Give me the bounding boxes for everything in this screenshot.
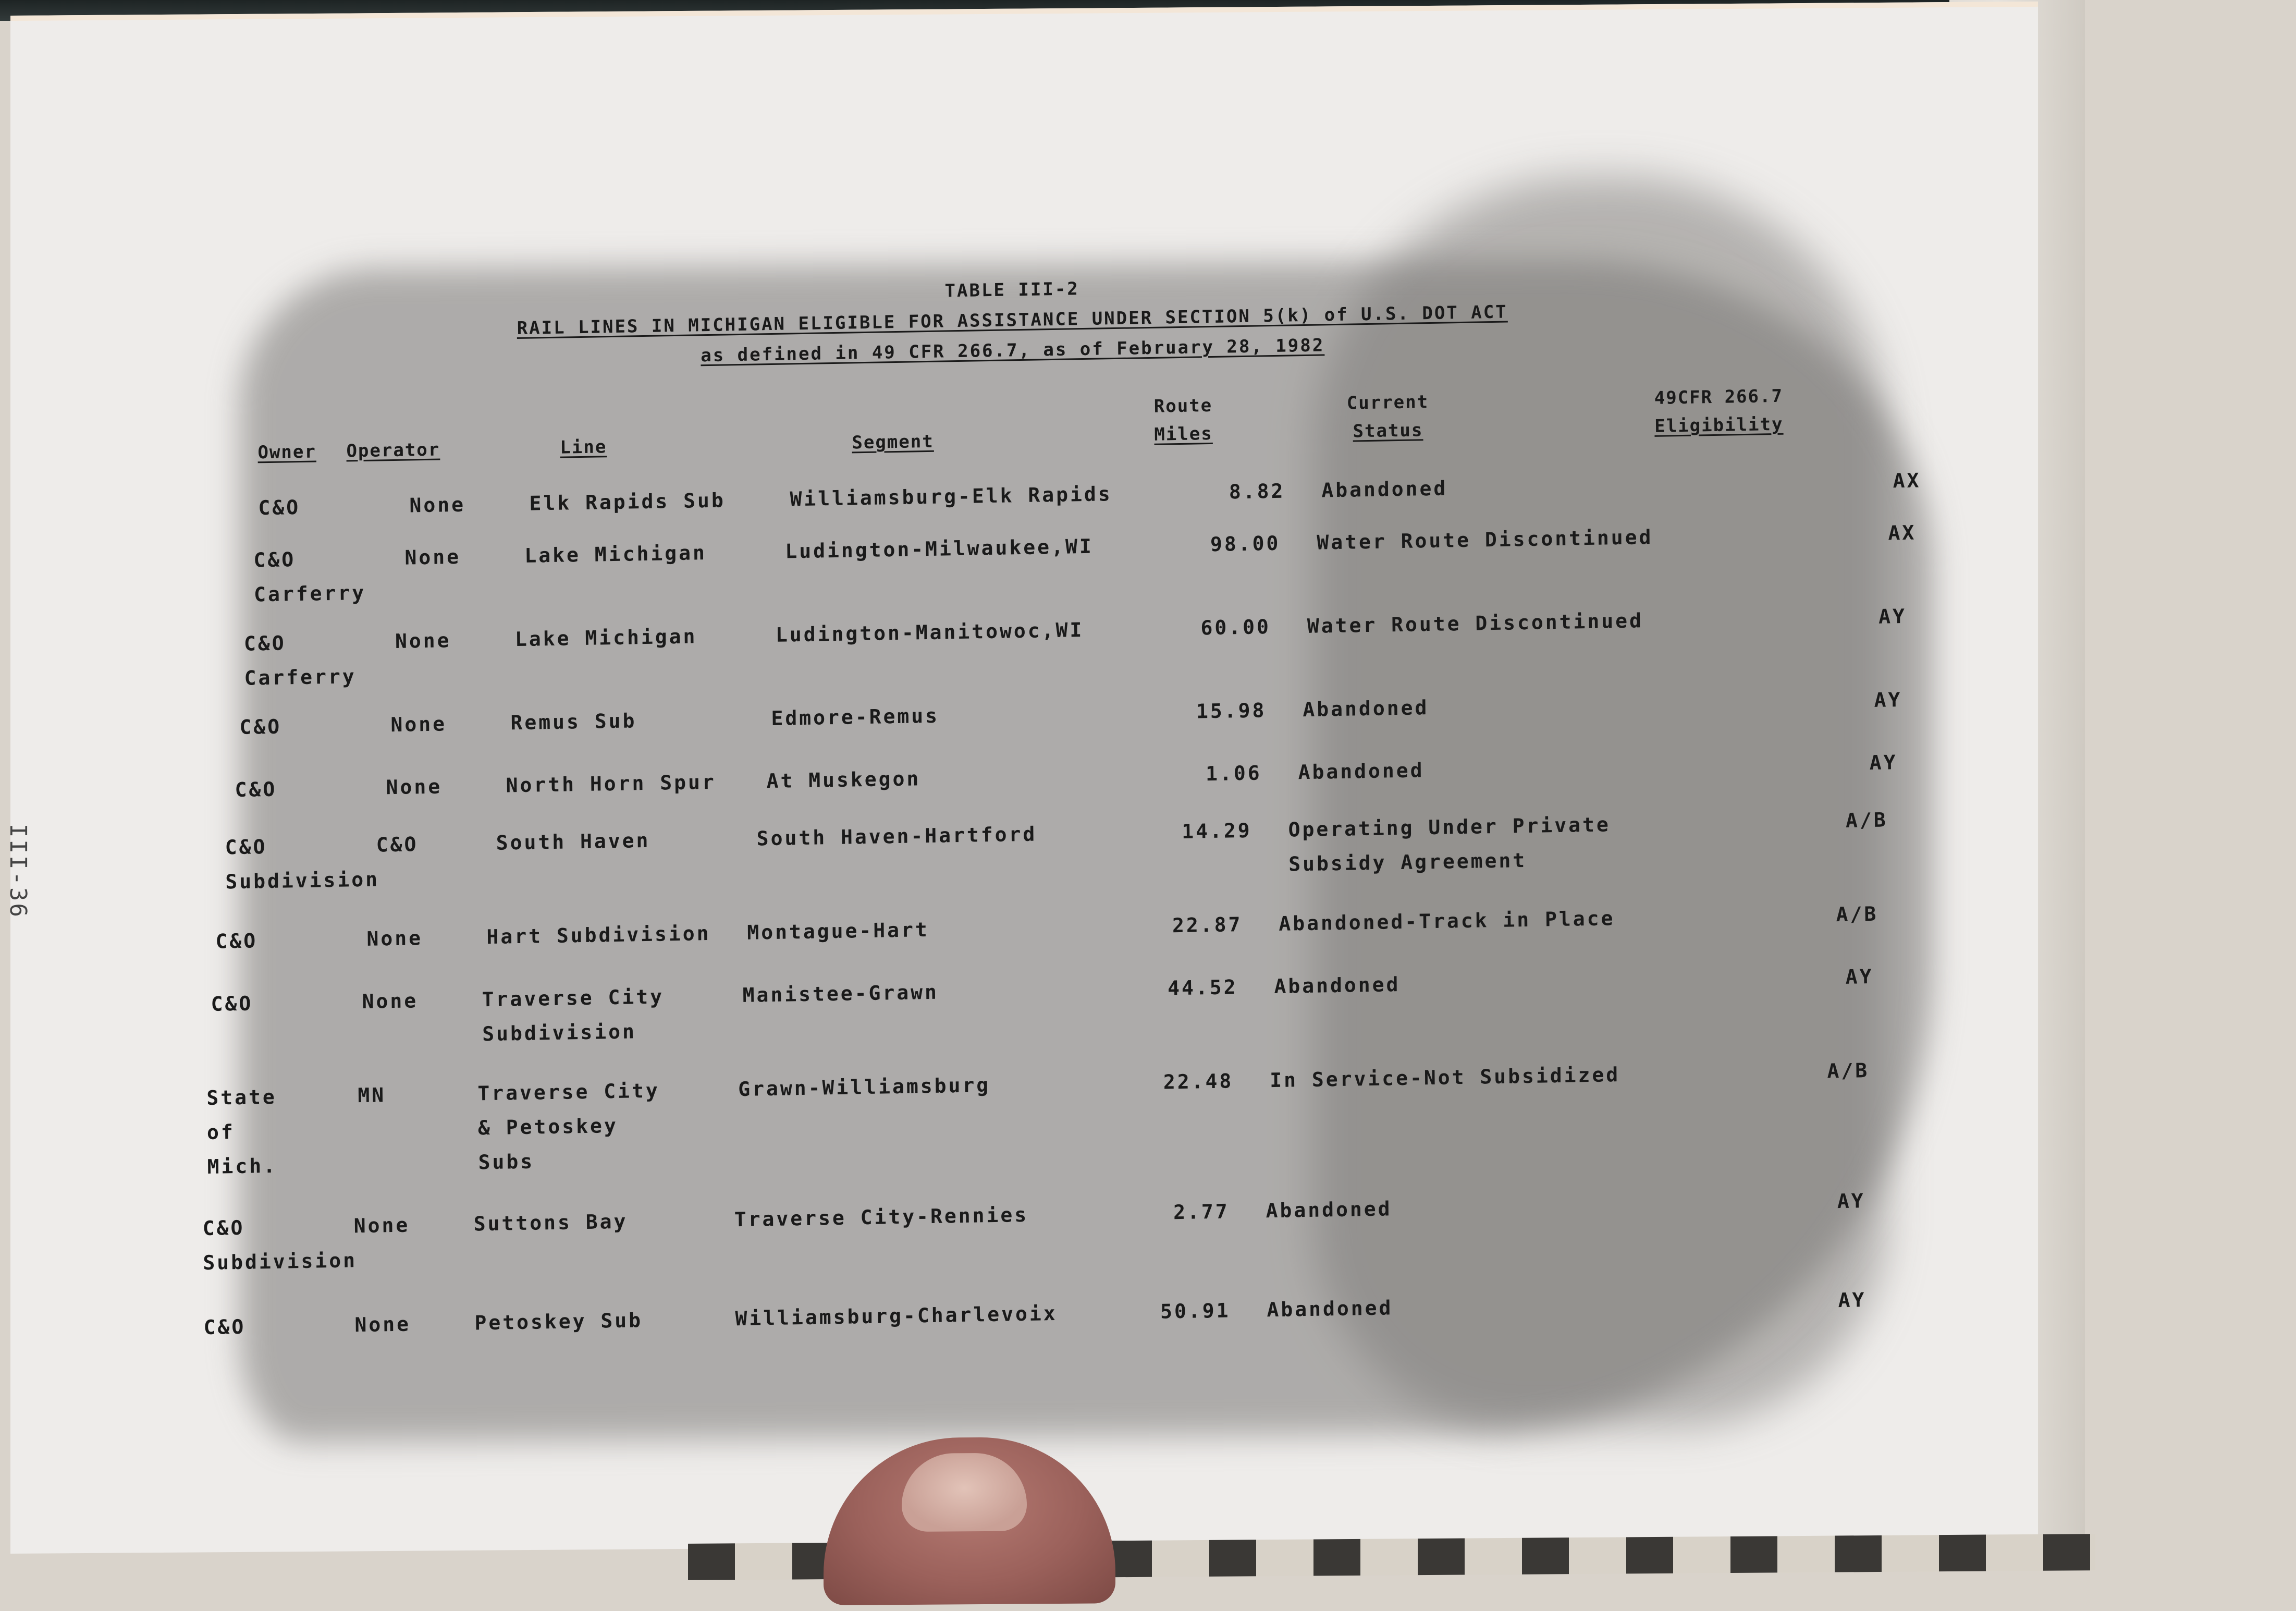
line-cell: Suttons Bay <box>473 1210 628 1236</box>
owner-cell: C&O <box>235 777 277 802</box>
segment-cell: South Haven-Hartford <box>756 822 1037 850</box>
line-cell: Elk Rapids Sub <box>529 489 726 515</box>
status-cell: Abandoned <box>1321 477 1448 502</box>
status-cell: Abandoned <box>1298 759 1425 784</box>
route-miles-cell: 22.87 <box>1172 913 1243 937</box>
header-line: Line <box>560 436 607 458</box>
route-miles-cell: 98.00 <box>1210 531 1281 556</box>
route-miles-cell: 2.77 <box>1173 1200 1230 1224</box>
line-cell: Lake Michigan <box>514 625 697 651</box>
owner-cell: C&O Carferry <box>243 631 357 690</box>
page-number: III-36 <box>5 823 31 920</box>
segment-cell: Ludington-Milwaukee,WI <box>785 534 1094 563</box>
route-miles-cell: 15.98 <box>1196 699 1267 723</box>
eligibility-cell: AY <box>1878 604 1907 628</box>
eligibility-cell: A/B <box>1845 808 1888 832</box>
table-subtitle-date: as defined in 49 CFR 266.7, as of February 28, 1982 <box>701 335 1325 367</box>
status-cell: Water Route Discontinued <box>1317 525 1653 554</box>
route-miles-cell: 14.29 <box>1182 819 1252 843</box>
eligibility-cell: AY <box>1838 1288 1867 1312</box>
owner-cell: State of Mich. <box>206 1085 278 1178</box>
operator-cell: MN <box>358 1083 386 1107</box>
eligibility-cell: AX <box>1888 521 1917 545</box>
status-cell: Abandoned <box>1274 973 1401 998</box>
status-cell: Operating Under Private Subsidy Agreement <box>1288 813 1611 876</box>
operator-cell: None <box>362 989 419 1014</box>
route-miles-cell: 1.06 <box>1205 761 1262 786</box>
owner-cell: C&O <box>258 495 301 520</box>
status-cell: Abandoned <box>1267 1296 1393 1322</box>
eligibility-cell: A/B <box>1827 1059 1870 1083</box>
owner-cell: C&O <box>215 929 258 953</box>
eligibility-cell: AY <box>1869 751 1898 775</box>
operator-cell: C&O <box>376 833 419 857</box>
route-miles-cell: 8.82 <box>1229 479 1285 504</box>
segment-cell: Manistee-Grawn <box>742 980 939 1007</box>
line-cell: Lake Michigan <box>524 541 707 567</box>
segment-cell: At Muskegon <box>766 767 921 793</box>
header-owner: Owner <box>257 441 317 463</box>
segment-cell: Ludington-Manitowoc,WI <box>775 618 1084 646</box>
route-miles-cell: 60.00 <box>1200 615 1271 640</box>
table-document <box>4 0 2046 1564</box>
operator-cell: None <box>404 545 461 569</box>
status-cell: Abandoned-Track in Place <box>1279 907 1615 935</box>
table-title: TABLE III-2 <box>944 278 1079 302</box>
operator-cell: None <box>409 493 466 517</box>
route-miles-cell: 50.91 <box>1160 1299 1231 1323</box>
operator-cell: None <box>390 712 447 737</box>
eligibility-cell: AY <box>1874 688 1902 712</box>
line-cell: Traverse City & Petoskey Subs <box>477 1079 660 1174</box>
line-cell: Hart Subdivision <box>486 921 711 949</box>
eligibility-cell: AY <box>1845 965 1874 988</box>
header-segment: Segment <box>852 431 934 454</box>
status-cell: Abandoned <box>1266 1197 1392 1223</box>
owner-cell: C&O Subdivision <box>225 835 380 894</box>
segment-cell: Williamsburg-Charlevoix <box>735 1301 1058 1331</box>
operator-cell: None <box>354 1312 411 1337</box>
status-cell: Abandoned <box>1303 696 1429 722</box>
eligibility-cell: AY <box>1837 1189 1865 1213</box>
line-cell: North Horn Spur <box>506 770 717 797</box>
header-route-miles: Route Miles <box>1153 395 1213 445</box>
document-page <box>5 2 2038 1554</box>
route-miles-cell: 44.52 <box>1167 975 1238 1000</box>
eligibility-cell: AX <box>1893 469 1921 493</box>
status-cell: Water Route Discontinued <box>1307 609 1644 638</box>
status-cell: In Service-Not Subsidized <box>1270 1063 1620 1092</box>
operator-cell: None <box>386 775 443 799</box>
owner-cell: C&O <box>203 1315 246 1339</box>
line-cell: South Haven <box>496 828 650 855</box>
owner-cell: C&O Carferry <box>253 548 366 606</box>
segment-cell: Williamsburg-Elk Rapids <box>790 482 1112 511</box>
owner-cell: C&O <box>239 715 282 739</box>
header-current-status: Current Status <box>1346 392 1429 442</box>
operator-cell: None <box>395 629 451 653</box>
header-operator: Operator <box>346 439 440 462</box>
line-cell: Remus Sub <box>510 709 637 735</box>
operator-cell: None <box>353 1213 410 1238</box>
segment-cell: Edmore-Remus <box>771 704 940 730</box>
segment-cell: Traverse City-Rennies <box>734 1203 1029 1231</box>
owner-cell: C&O Subdivision <box>202 1216 358 1275</box>
table-subtitle: RAIL LINES IN MICHIGAN ELIGIBLE FOR ASSISTANCE UNDER SECTION 5(k) of U.S. DOT ACT <box>517 301 1508 339</box>
operator-cell: None <box>366 926 423 950</box>
eligibility-cell: A/B <box>1836 902 1878 926</box>
line-cell: Petoskey Sub <box>474 1309 643 1335</box>
table-title-block <box>412 265 1612 375</box>
owner-cell: C&O <box>211 992 253 1016</box>
segment-cell: Grawn-Williamsburg <box>738 1073 991 1101</box>
segment-cell: Montague-Hart <box>747 918 930 944</box>
line-cell: Traverse City Subdivision <box>482 985 665 1046</box>
header-eligibility: 49CFR 266.7 Eligibility <box>1654 385 1784 437</box>
route-miles-cell: 22.48 <box>1163 1069 1234 1094</box>
